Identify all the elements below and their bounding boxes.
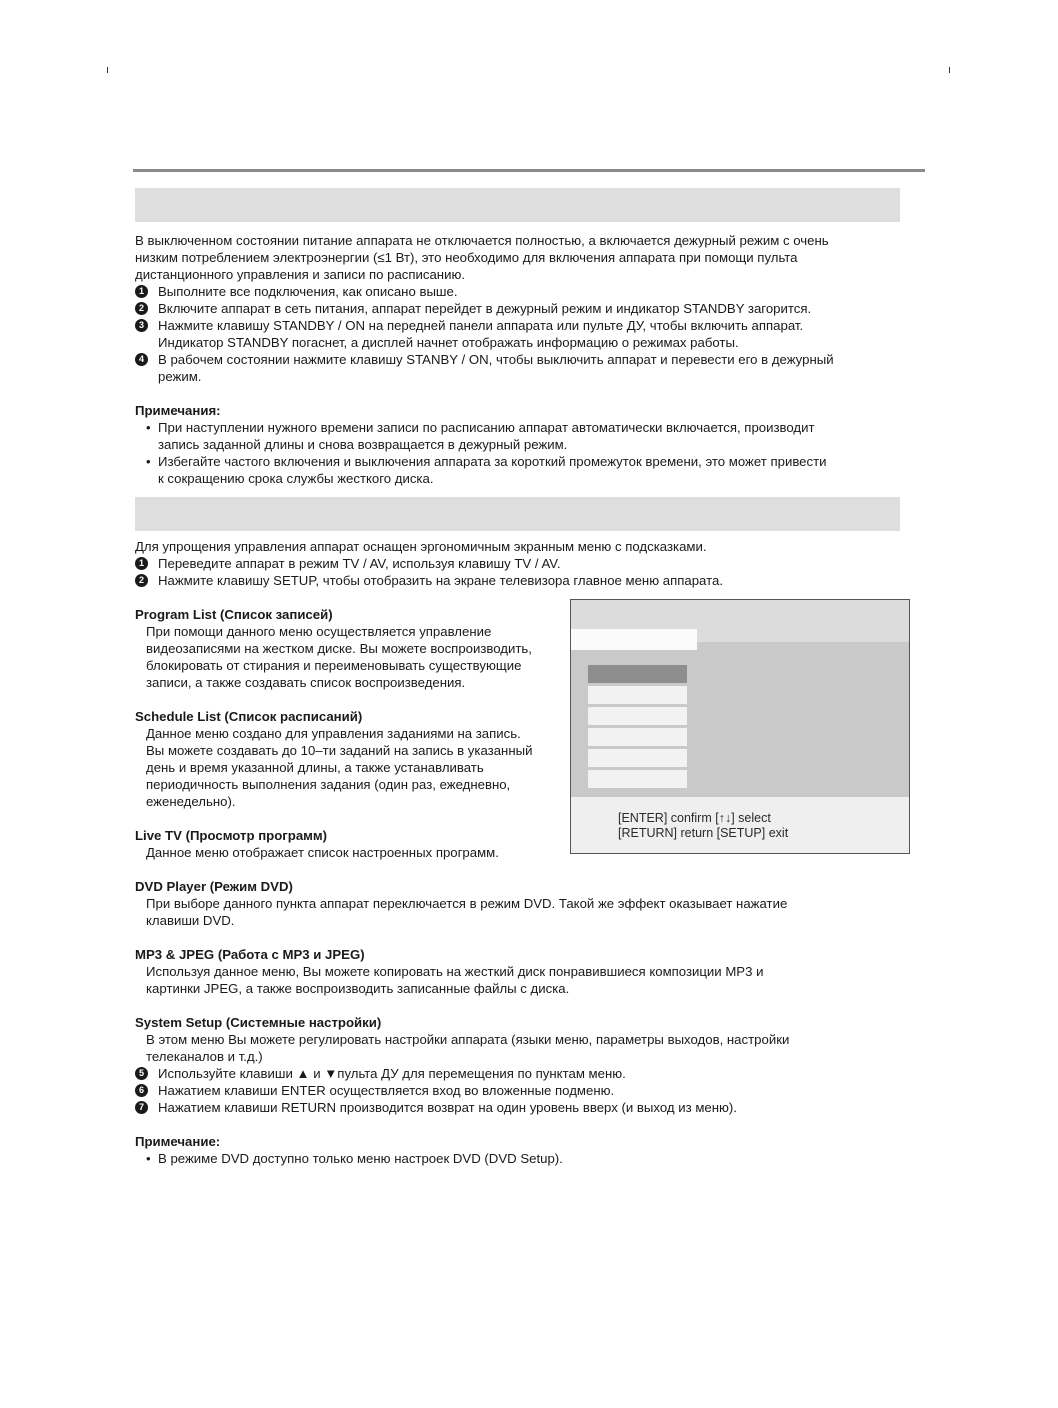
item-line: блокировать от стирания и переименовывать существующие	[146, 658, 522, 673]
step-1	[135, 555, 905, 572]
intro-line: дистанционного управления и записи по расписанию.	[135, 267, 466, 282]
step-7	[135, 1099, 905, 1116]
crop-mark-left	[107, 67, 108, 73]
step-number-icon: 3	[135, 319, 148, 332]
notes-title: Примечания:	[135, 403, 221, 418]
menu-descriptions	[135, 606, 575, 861]
intro-line: Для упрощения управления аппарат оснащен эргономичным экранным меню с подсказками.	[135, 539, 707, 554]
item-line: периодичность выполнения задания (один раз, ежедневно,	[146, 777, 511, 792]
step-number-icon: 2	[135, 302, 148, 315]
step-text: Переведите аппарат в режим TV / AV, используя клавишу TV / AV.	[158, 556, 561, 571]
menu-hint-line: [ENTER] confirm [↑↓] select	[618, 811, 771, 825]
menu-item	[588, 707, 687, 725]
menu-item	[588, 686, 687, 704]
note-text: запись заданной длины и снова возвращается в дежурный режим.	[158, 437, 568, 452]
intro-line: В выключенном состоянии питание аппарата не отключается полностью, а включается дежурный режим с очень	[135, 233, 829, 248]
step-number-icon: 4	[135, 353, 148, 366]
item-line: еженедельно).	[146, 794, 236, 809]
step-2	[135, 572, 905, 589]
note-text: Избегайте частого включения и выключения аппарата за короткий промежуток времени, это может привести	[158, 454, 827, 469]
menu-hint	[618, 811, 788, 841]
menu-hint-line: [RETURN] return [SETUP] exit	[618, 826, 789, 840]
step-number-icon: 6	[135, 1084, 148, 1097]
intro-line: низким потреблением электроэнергии (≤1 Вт), это необходимо для включения аппарата при помощи пульта	[135, 250, 798, 265]
item-line: Данное меню создано для управления заданиями на запись.	[146, 726, 521, 741]
step-text: Нажатием клавиши RETURN производится возврат на один уровень вверх (и выход из меню).	[158, 1100, 737, 1115]
note-item	[135, 453, 905, 487]
step-text: Используйте клавиши ▲ и ▼пульта ДУ для перемещения по пунктам меню.	[158, 1066, 626, 1081]
step-1	[135, 283, 905, 300]
step-3	[135, 317, 905, 351]
item-line: Используя данное меню, Вы можете копировать на жесткий диск понравившиеся композиции MP3 и	[146, 964, 764, 979]
bullet-icon: •	[146, 454, 151, 469]
step-4	[135, 351, 905, 385]
menu-item	[588, 770, 687, 788]
step-number-icon: 7	[135, 1101, 148, 1114]
section2-more	[135, 878, 905, 1167]
menu-item	[588, 749, 687, 767]
step-text: Нажмите клавишу SETUP, чтобы отобразить на экране телевизора главное меню аппарата.	[158, 573, 723, 588]
step-number-icon: 1	[135, 285, 148, 298]
item-line: день и время указанной длины, а также устанавливать	[146, 760, 484, 775]
item-title: Program List (Список записей)	[135, 607, 333, 622]
step-2	[135, 300, 905, 317]
step-text: Включите аппарат в сеть питания, аппарат перейдет в дежурный режим и индикатор STANDBY загорится.	[158, 301, 812, 316]
item-title: Schedule List (Список расписаний)	[135, 709, 363, 724]
menu-item-selected	[588, 665, 687, 683]
item-line: Вы можете создавать до 10–ти заданий на запись в указанный	[146, 743, 533, 758]
bullet-icon: •	[146, 1151, 151, 1166]
note-text: В режиме DVD доступно только меню настроек DVD (DVD Setup).	[158, 1151, 563, 1166]
step-text: Индикатор STANDBY погаснет, а дисплей начнет отображать информацию о режимах работы.	[158, 335, 739, 350]
step-text: Нажатием клавиши ENTER осуществляется вход во вложенные подменю.	[158, 1083, 615, 1098]
section2-header-band	[135, 497, 900, 531]
note-text: При наступлении нужного времени записи по расписанию аппарат автоматически включается, производит	[158, 420, 815, 435]
item-line: телеканалов и т.д.)	[146, 1049, 263, 1064]
item-line: картинки JPEG, а также воспроизводить записанные файлы с диска.	[146, 981, 570, 996]
menu-item	[588, 728, 687, 746]
item-title: System Setup (Системные настройки)	[135, 1015, 382, 1030]
step-text: Выполните все подключения, как описано выше.	[158, 284, 458, 299]
item-line: При помощи данного меню осуществляется управление	[146, 624, 492, 639]
step-number-icon: 1	[135, 557, 148, 570]
menu-tab	[571, 629, 697, 650]
bullet-icon: •	[146, 420, 151, 435]
item-title: Live TV (Просмотр программ)	[135, 828, 328, 843]
crop-mark-right	[949, 67, 950, 73]
section2-intro	[135, 538, 905, 589]
step-text: Нажмите клавишу STANDBY / ON на передней панели аппарата или пульте ДУ, чтобы включить аппарат.	[158, 318, 804, 333]
item-title: DVD Player (Режим DVD)	[135, 879, 293, 894]
section1-header-band	[135, 188, 900, 222]
note-title: Примечание:	[135, 1134, 221, 1149]
step-text: В рабочем состоянии нажмите клавишу STANBY / ON, чтобы выключить аппарат и перевести его в дежурный	[158, 352, 834, 367]
step-6	[135, 1082, 905, 1099]
step-5	[135, 1065, 905, 1082]
item-line: клавиши DVD.	[146, 913, 235, 928]
step-number-icon: 5	[135, 1067, 148, 1080]
note-text: к сокращению срока службы жесткого диска.	[158, 471, 434, 486]
item-title: MP3 & JPEG (Работа с MP3 и JPEG)	[135, 947, 365, 962]
step-number-icon: 2	[135, 574, 148, 587]
item-line: записи, а также создавать список воспроизведения.	[146, 675, 466, 690]
item-line: видеозаписями на жестком диске. Вы можете воспроизводить,	[146, 641, 532, 656]
note-item	[135, 419, 905, 453]
note-item	[135, 1150, 905, 1167]
item-line: Данное меню отображает список настроенных программ.	[146, 845, 499, 860]
section1-body	[135, 232, 905, 487]
setup-menu-screenshot	[570, 599, 910, 854]
step-text: режим.	[158, 369, 202, 384]
top-rule	[133, 169, 925, 172]
item-line: При выборе данного пункта аппарат переключается в режим DVD. Такой же эффект оказывает нажатие	[146, 896, 788, 911]
item-line: В этом меню Вы можете регулировать настройки аппарата (языки меню, параметры выходов, настройки	[146, 1032, 790, 1047]
